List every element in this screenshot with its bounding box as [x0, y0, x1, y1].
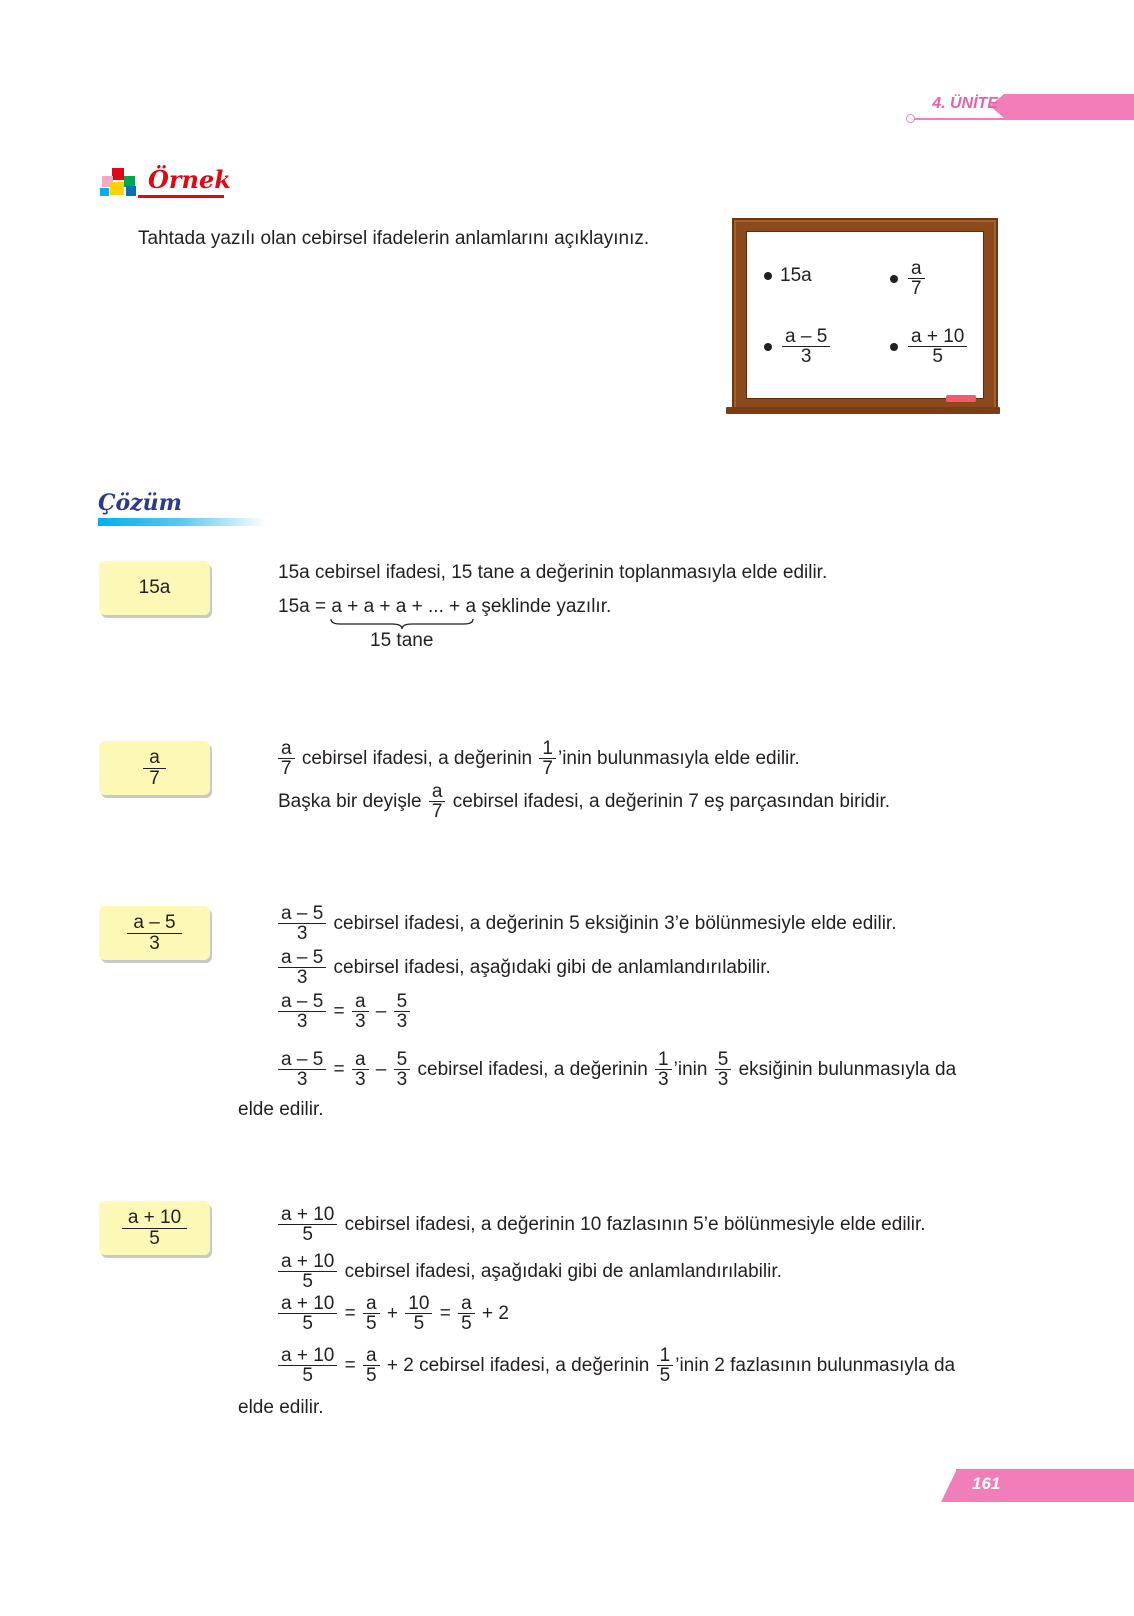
s4-line-2: $\frac{a + 10}{5}$ cebirsel ifadesi, aşağıdaki gibi de anlamlandırılabilir.	[276, 1252, 782, 1291]
board-item-4: $\frac{a + 10}{5}$	[890, 327, 969, 366]
board-item-1: 15a	[764, 265, 812, 287]
bullet-icon	[890, 343, 898, 351]
underbrace	[330, 618, 474, 630]
s3-line-3: $\frac{a - 5}{3}$ = $\frac{a}{3}$ – $\frac{5}{3}$	[276, 992, 412, 1031]
s3-line-2: $\frac{a - 5}{3}$ cebirsel ifadesi, aşağıdaki gibi de anlamlandırılabilir.	[276, 948, 771, 987]
unit-dot	[906, 114, 915, 123]
s4-line-3: $\frac{a + 10}{5}$ = $\frac{a}{5}$ + $\frac{10}{5}$ = $\frac{a}{5}$ + 2	[276, 1294, 509, 1333]
example-prompt: Tahtada yazılı olan cebirsel ifadelerin anlamlarını açıklayınız.	[138, 228, 650, 249]
bullet-icon	[764, 343, 772, 351]
solution-label: Çözüm	[98, 490, 182, 516]
board-item-3: $\frac{a - 5}{3}$	[764, 327, 832, 366]
page-number-arrow	[941, 1469, 957, 1502]
item-box-a-over-7: $\frac{a}{7}$	[99, 741, 210, 795]
s4-line-5: elde edilir.	[238, 1397, 324, 1418]
s3-line-5: elde edilir.	[238, 1099, 324, 1120]
solution-underline	[98, 518, 266, 526]
page-number: 161	[972, 1474, 1001, 1493]
unit-underline	[912, 118, 1134, 120]
brace-label: 15 tane	[370, 630, 434, 651]
example-label: Örnek	[148, 165, 231, 194]
s1-line-2: 15a = a + a + a + ... + a şeklinde yazılır.	[278, 596, 612, 617]
s2-line-2: Başka bir deyişle $\frac{a}{7}$ cebirsel ifadesi, a değerinin 7 eş parçasından biridir.	[278, 781, 891, 822]
s2-line-1: $\frac{a}{7}$ cebirsel ifadesi, a değerinin $\frac{1}{7}$ ’inin bulunmasıyla elde edilir.	[276, 739, 800, 778]
eraser	[946, 395, 976, 402]
bullet-icon	[890, 275, 898, 283]
item-box-a-plus-10-over-5: $\frac{a + 10}{5}$	[99, 1201, 210, 1255]
s4-line-1: $\frac{a + 10}{5}$ cebirsel ifadesi, a değerinin 10 fazlasının 5’e bölünmesiyle elde edilir.	[276, 1205, 926, 1244]
item-box-a-minus-5-over-3: $\frac{a - 5}{3}$	[99, 906, 210, 960]
cubes-icon	[98, 166, 142, 198]
bullet-icon	[764, 272, 772, 280]
unit-header-bar	[1004, 94, 1134, 118]
board-item-2: $\frac{a}{7}$	[890, 259, 927, 298]
s1-line-1: 15a cebirsel ifadesi, 15 tane a değerinin toplanmasıyla elde edilir.	[278, 562, 828, 583]
chalkboard	[746, 231, 984, 399]
s3-line-1: $\frac{a - 5}{3}$ cebirsel ifadesi, a değerinin 5 eksiğinin 3’e bölünmesiyle elde edilir.	[276, 904, 897, 943]
item-box-15a: 15a	[99, 561, 210, 615]
s4-line-4: $\frac{a + 10}{5}$ = $\frac{a}{5}$ + 2 cebirsel ifadesi, a değerinin $\frac{1}{5}$ ’inin 2 fazlasının bulunmasıyla da	[276, 1346, 955, 1385]
example-underline	[138, 195, 224, 198]
board-ledge	[726, 407, 1000, 414]
unit-label: 4. ÜNİTE	[932, 95, 998, 112]
s3-line-4: $\frac{a - 5}{3}$ = $\frac{a}{3}$ – $\frac{5}{3}$ cebirsel ifadesi, a değerinin $\frac{1}{3}$ ’inin $\frac{5}{3}$ eksiğinin bulunmasıyla da	[276, 1050, 956, 1089]
